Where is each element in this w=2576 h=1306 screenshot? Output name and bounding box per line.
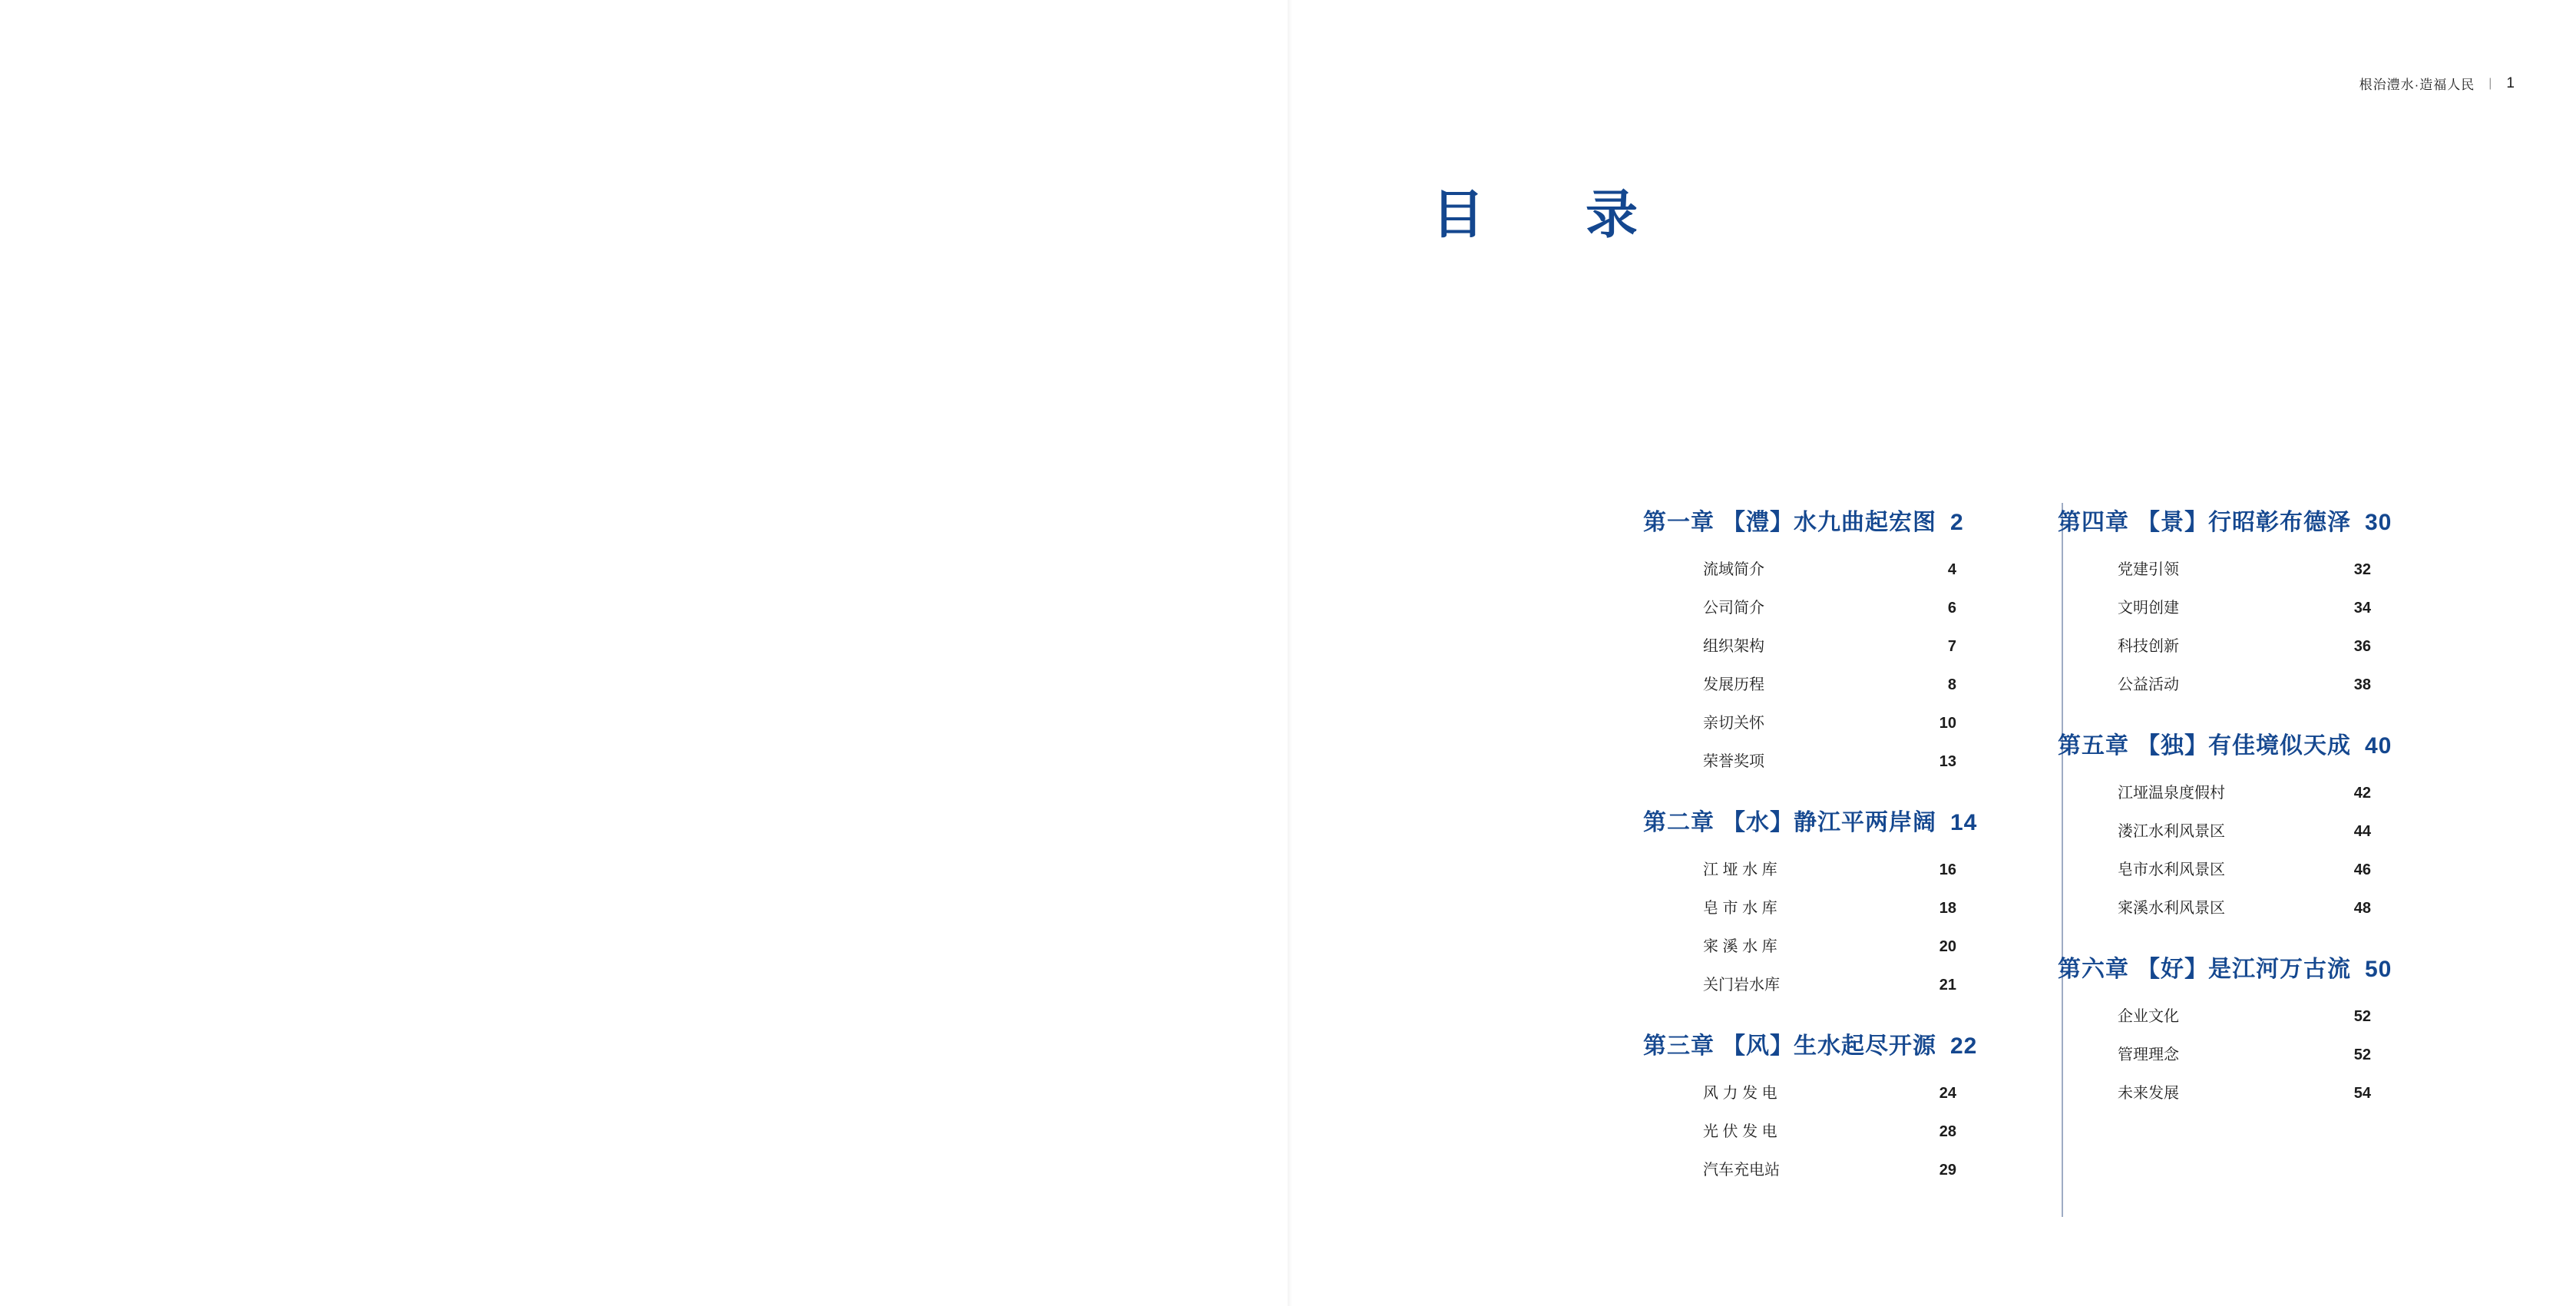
entry-label: 未来发展 <box>2118 1085 2179 1102</box>
entry-label: 科技创新 <box>2118 638 2179 655</box>
chapter-entries <box>1643 557 2012 771</box>
chapter-heading[interactable] <box>2058 503 2426 537</box>
page-gutter <box>1288 0 1292 1306</box>
chapter-title: 【景】行昭彰布德泽 <box>2137 510 2351 535</box>
entry-label: 组织架构 <box>1703 638 1764 655</box>
chapter-entries <box>2058 557 2426 694</box>
page-title: 目 录 <box>1432 185 1663 246</box>
toc-entry[interactable] <box>2118 780 2371 802</box>
chapter-heading[interactable] <box>1643 803 2012 837</box>
entry-page: 48 <box>2353 900 2371 917</box>
toc-entry[interactable] <box>2118 1080 2371 1103</box>
entry-label: 宷 溪 水 库 <box>1703 938 1777 955</box>
toc-entry[interactable] <box>1703 595 1956 617</box>
chapter-number: 第二章 <box>1643 810 1715 835</box>
entry-label: 发展历程 <box>1703 676 1764 693</box>
entry-label: 皂市水利风景区 <box>2118 861 2225 878</box>
toc-entry[interactable] <box>2118 1003 2371 1026</box>
entry-page: 29 <box>1939 1162 1956 1179</box>
entry-label: 公益活动 <box>2118 676 2179 693</box>
toc-column-left <box>1643 503 2012 1179</box>
chapter-entries <box>1643 857 2012 994</box>
entry-label: 荣誉奖项 <box>1703 753 1764 770</box>
entry-label: 公司简介 <box>1703 600 1764 617</box>
chapter-page: 2 <box>1950 510 1964 535</box>
entry-page: 42 <box>2353 785 2371 802</box>
toc-entry[interactable] <box>1703 895 1956 918</box>
entry-label: 宷溪水利风景区 <box>2118 900 2225 917</box>
entry-label: 江 垭 水 库 <box>1703 861 1777 878</box>
entry-label: 江垭温泉度假村 <box>2118 785 2225 802</box>
toc-chapter[interactable] <box>2058 503 2426 694</box>
toc-chapter[interactable] <box>1643 803 2012 994</box>
chapter-page: 50 <box>2365 957 2392 982</box>
entry-label: 皂 市 水 库 <box>1703 900 1777 917</box>
toc-entry[interactable] <box>1703 749 1956 771</box>
toc-entry[interactable] <box>1703 857 1956 879</box>
chapter-number: 第四章 <box>2058 510 2129 535</box>
entry-page: 18 <box>1939 900 1956 917</box>
toc-entry[interactable] <box>2118 895 2371 918</box>
toc-chapter[interactable] <box>2058 726 2426 918</box>
entry-page: 32 <box>2353 561 2371 578</box>
toc-entry[interactable] <box>1703 557 1956 579</box>
toc-entry[interactable] <box>2118 857 2371 879</box>
toc-entry[interactable] <box>1703 710 1956 732</box>
chapter-entries <box>2058 780 2426 918</box>
chapter-title: 【独】有佳境似天成 <box>2137 733 2351 759</box>
toc-chapter[interactable] <box>1643 1027 2012 1179</box>
entry-label: 关门岩水库 <box>1703 977 1780 994</box>
entry-label: 溇江水利风景区 <box>2118 823 2225 840</box>
entry-page: 4 <box>1947 561 1956 578</box>
running-header <box>2359 74 2515 93</box>
entry-label: 企业文化 <box>2118 1008 2179 1025</box>
entry-page: 10 <box>1939 715 1956 732</box>
toc-entry[interactable] <box>1703 1157 1956 1179</box>
toc-chapter[interactable] <box>1643 503 2012 771</box>
toc-entry[interactable] <box>1703 934 1956 956</box>
chapter-heading[interactable] <box>1643 503 2012 537</box>
toc-entry[interactable] <box>1703 1080 1956 1103</box>
toc-entry[interactable] <box>2118 595 2371 617</box>
entry-label: 党建引领 <box>2118 561 2179 578</box>
chapter-number: 第六章 <box>2058 957 2129 982</box>
chapter-heading[interactable] <box>1643 1027 2012 1060</box>
entry-label: 风 力 发 电 <box>1703 1085 1777 1102</box>
entry-label: 流域简介 <box>1703 561 1764 578</box>
toc-columns <box>1643 503 2503 1179</box>
toc-entry[interactable] <box>2118 672 2371 694</box>
entry-page: 24 <box>1939 1085 1956 1102</box>
entry-label: 亲切关怀 <box>1703 715 1764 732</box>
entry-page: 21 <box>1939 977 1956 994</box>
entry-page: 52 <box>2353 1046 2371 1063</box>
chapter-page: 22 <box>1950 1033 1978 1059</box>
toc-entry[interactable] <box>1703 972 1956 994</box>
chapter-title: 【澧】水九曲起宏图 <box>1722 510 1936 535</box>
entry-page: 54 <box>2353 1085 2371 1102</box>
entry-page: 13 <box>1939 753 1956 770</box>
entry-page: 6 <box>1947 600 1956 617</box>
toc-column-right <box>2012 503 2426 1179</box>
chapter-title: 【风】生水起尽开源 <box>1722 1033 1936 1059</box>
entry-label: 光 伏 发 电 <box>1703 1123 1777 1140</box>
entry-page: 20 <box>1939 938 1956 955</box>
entry-page: 8 <box>1947 676 1956 693</box>
toc-chapter[interactable] <box>2058 950 2426 1103</box>
header-page-number: 1 <box>2506 74 2515 91</box>
chapter-number: 第三章 <box>1643 1033 1715 1059</box>
toc-entry[interactable] <box>2118 557 2371 579</box>
toc-entry[interactable] <box>1703 672 1956 694</box>
entry-page: 7 <box>1947 638 1956 655</box>
chapter-heading[interactable] <box>2058 950 2426 984</box>
chapter-heading[interactable] <box>2058 726 2426 760</box>
entry-page: 52 <box>2353 1008 2371 1025</box>
header-slogan: 根治澧水·造福人民 <box>2359 78 2475 92</box>
toc-entry[interactable] <box>1703 1119 1956 1141</box>
toc-entry[interactable] <box>2118 818 2371 841</box>
chapter-page: 14 <box>1950 810 1978 835</box>
entry-page: 46 <box>2353 861 2371 878</box>
chapter-number: 第一章 <box>1643 510 1715 535</box>
entry-page: 34 <box>2353 600 2371 617</box>
entry-page: 38 <box>2353 676 2371 693</box>
toc-entry[interactable] <box>1703 633 1956 656</box>
entry-label: 管理理念 <box>2118 1046 2179 1063</box>
entry-label: 汽车充电站 <box>1703 1162 1780 1179</box>
chapter-page: 40 <box>2365 733 2392 759</box>
entry-page: 44 <box>2353 823 2371 840</box>
chapter-title: 【好】是江河万古流 <box>2137 957 2351 982</box>
entry-page: 16 <box>1939 861 1956 878</box>
toc-entry[interactable] <box>2118 1042 2371 1064</box>
chapter-entries <box>2058 1003 2426 1103</box>
header-separator: | <box>2488 76 2493 90</box>
entry-page: 36 <box>2353 638 2371 655</box>
entry-label: 文明创建 <box>2118 600 2179 617</box>
entry-page: 28 <box>1939 1123 1956 1140</box>
chapter-entries <box>1643 1080 2012 1179</box>
chapter-title: 【水】静江平两岸阔 <box>1722 810 1936 835</box>
toc-entry[interactable] <box>2118 633 2371 656</box>
chapter-number: 第五章 <box>2058 733 2129 759</box>
chapter-page: 30 <box>2365 510 2392 535</box>
